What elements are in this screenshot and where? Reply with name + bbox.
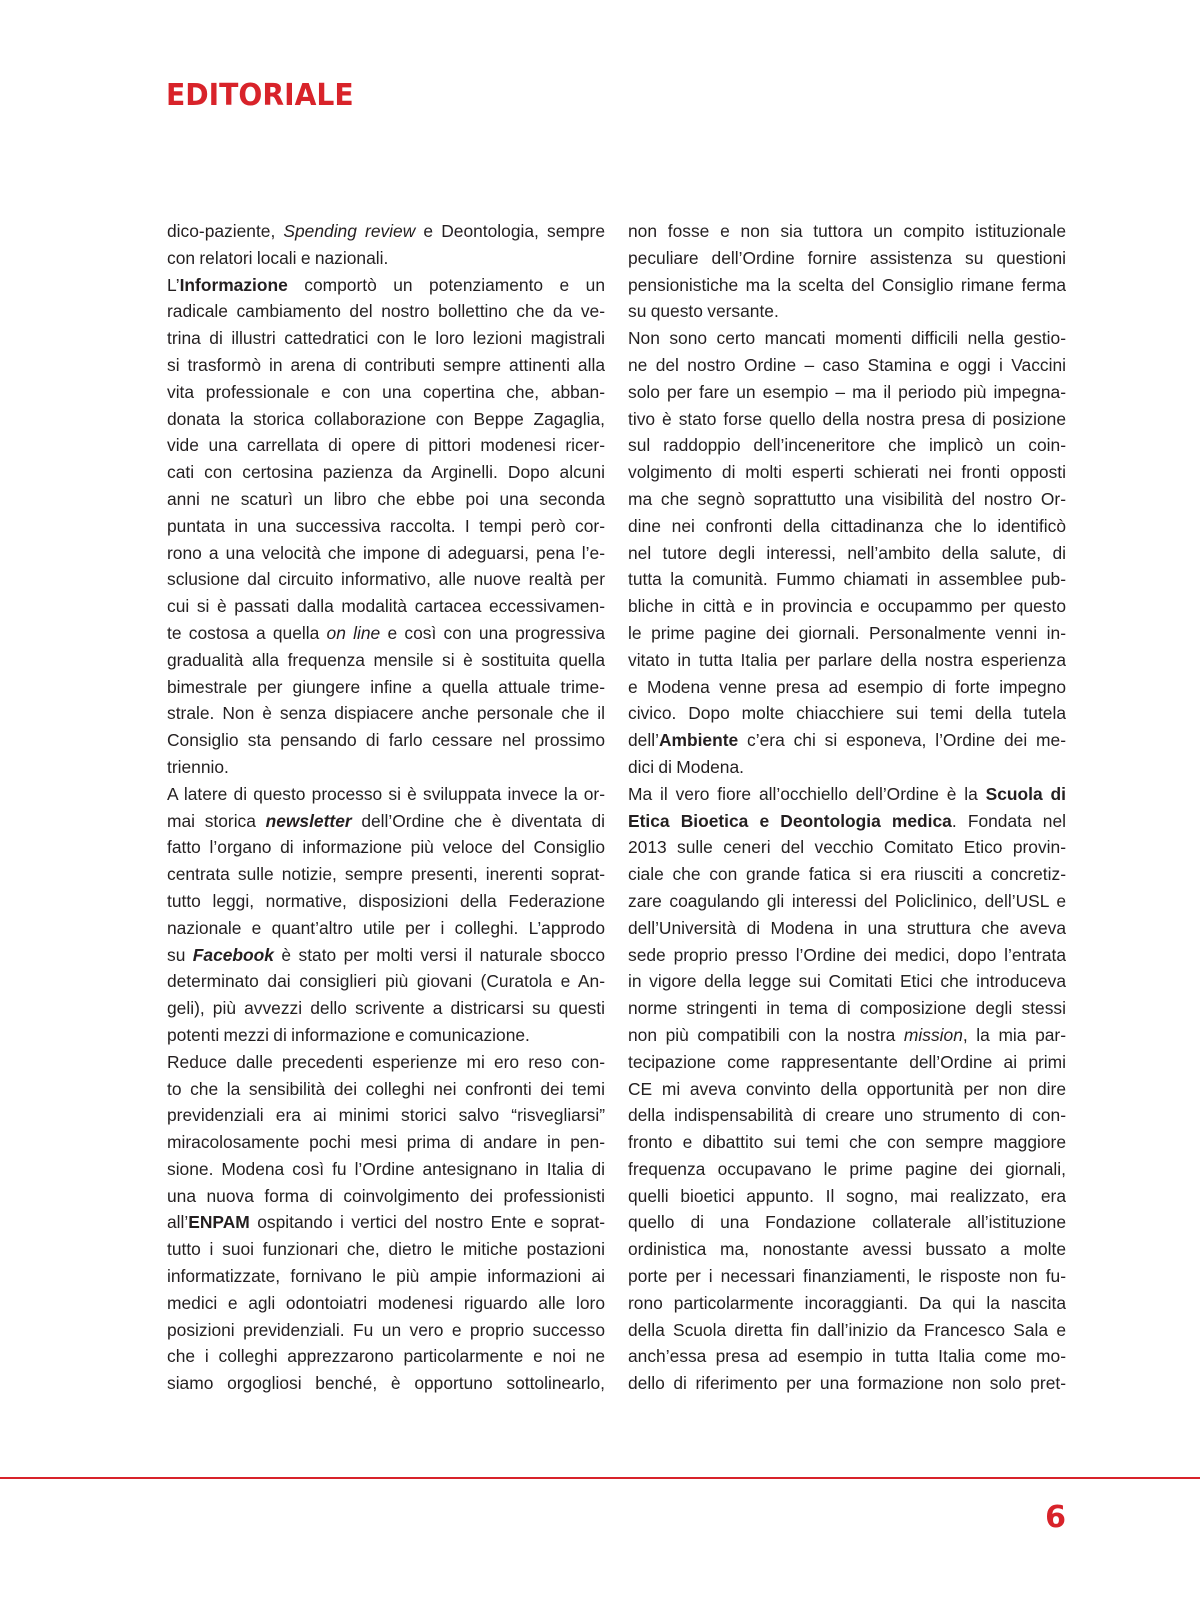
text-line (628, 459, 1066, 486)
text-line (628, 1263, 1066, 1290)
emphasis-text: mission (903, 1024, 963, 1045)
text-segment: bliche in città e in provincia e occupammo per questo (628, 596, 1066, 617)
text-segment: cati con certosina pazienza da Arginelli. Dopo alcuni (167, 462, 605, 483)
text-line (167, 1129, 605, 1156)
text-segment: sede proprio presso l’Ordine dei medici, dopo l’entrata (628, 944, 1066, 965)
text-segment: e così con una progressiva (380, 622, 605, 643)
text-line (628, 432, 1066, 459)
text-segment: dello di riferimento per una formazione non solo pret- (628, 1373, 1066, 1394)
text-line (167, 995, 605, 1022)
text-segment: tutto i suoi funzionari che, dietro le mitiche postazioni (167, 1239, 605, 1260)
text-segment: anni ne scaturì un libro che ebbe poi una seconda (167, 488, 605, 509)
text-segment: non più compatibili con la nostra (628, 1024, 904, 1045)
text-line (167, 406, 605, 433)
text-segment: previdenziali era ai minimi storici salvo “risvegliarsi” (167, 1105, 605, 1126)
text-line (628, 968, 1066, 995)
text-line (628, 1343, 1066, 1370)
text-line (167, 1156, 605, 1183)
text-line (628, 540, 1066, 567)
text-segment: tutta la comunità. Fummo chiamati in assemblee pub- (628, 569, 1066, 590)
text-segment: miracolosamente pochi mesi prima di andare in pen- (167, 1132, 605, 1153)
text-segment: ma che segnò soprattutto una visibilità del nostro Or- (628, 488, 1066, 509)
emphasis-text: Facebook (192, 944, 274, 965)
text-segment: solo per fare un esempio – ma il periodo più impegna- (628, 381, 1066, 402)
text-line (628, 298, 1066, 325)
text-segment: le prime pagine dei giornali. Personalmente venni in- (628, 622, 1066, 643)
text-line (628, 406, 1066, 433)
text-line (628, 245, 1066, 272)
text-line (628, 754, 1066, 781)
text-line (167, 727, 605, 754)
text-column-right (628, 218, 1066, 1397)
text-segment: che i colleghi apprezzarono particolarmente e noi ne (167, 1346, 605, 1367)
text-segment: quello di una Fondazione collaterale all’istituzione (628, 1212, 1066, 1233)
text-line (628, 1209, 1066, 1236)
text-segment: . Fondata nel (951, 810, 1066, 831)
text-segment: te costosa a quella (167, 622, 327, 643)
text-segment: tutto leggi, normative, disposizioni della Federazione (167, 890, 605, 911)
text-line (628, 1290, 1066, 1317)
text-segment: Non sono certo mancati momenti difficili nella gestio- (628, 328, 1066, 349)
text-line (167, 459, 605, 486)
text-segment: una nuova forma di coinvolgimento dei professionisti (167, 1185, 605, 1206)
emphasis-text: ENPAM (188, 1212, 250, 1233)
text-line (628, 486, 1066, 513)
text-segment: centrata sulle notizie, sempre presenti, inerenti soprat- (167, 864, 605, 885)
text-line (167, 513, 605, 540)
text-segment: civico. Dopo molte chiacchiere sui temi della tutela (628, 703, 1066, 724)
text-segment: rono a una velocità che impone di adeguarsi, pena l’e- (167, 542, 605, 563)
text-line (167, 1236, 605, 1263)
text-segment: ciale che con grande fatica si era riusciti a concretiz- (628, 864, 1066, 885)
text-segment: sione. Modena così fu l’Ordine antesignano in Italia di (167, 1158, 605, 1179)
text-line (167, 968, 605, 995)
text-segment: potenti mezzi di informazione e comunicazione. (167, 1024, 530, 1045)
text-line (167, 298, 605, 325)
emphasis-text: Scuola di (985, 783, 1066, 804)
text-segment: non fosse e non sia tuttora un compito istituzionale (628, 221, 1066, 241)
text-line (167, 1343, 605, 1370)
text-line (167, 566, 605, 593)
text-line (167, 218, 605, 245)
text-line (628, 1183, 1066, 1210)
text-segment: strale. Non è senza dispiacere anche personale che il (167, 703, 605, 724)
emphasis-text: Spending review (283, 221, 416, 241)
text-line (628, 566, 1066, 593)
text-line (628, 513, 1066, 540)
text-segment: posizioni previdenziali. Fu un vero e proprio successo (167, 1319, 605, 1340)
section-title: EDITORIALE (166, 78, 354, 113)
text-segment: CE mi aveva convinto della opportunità per non dire (628, 1078, 1066, 1099)
text-line (167, 700, 605, 727)
text-segment: su questo versante. (628, 301, 779, 322)
text-line (628, 1076, 1066, 1103)
text-line (628, 272, 1066, 299)
text-line (167, 432, 605, 459)
text-segment: in vigore della legge sui Comitati Etici che introduceva (628, 971, 1066, 992)
text-segment: triennio. (167, 756, 229, 777)
text-segment: medici e agli odontoiatri modenesi riguardo alle loro (167, 1292, 605, 1313)
text-line (628, 727, 1066, 754)
text-line (628, 1129, 1066, 1156)
text-line (628, 1102, 1066, 1129)
text-line (167, 942, 605, 969)
text-segment: volgimento di molti esperti schierati nei fronti opposti (628, 462, 1066, 483)
text-line (628, 593, 1066, 620)
text-segment: ordinistica ma, nonostante avessi bussato a molte (628, 1239, 1066, 1260)
text-segment: Ma il vero fiore all’occhiello dell’Ordine è la (628, 783, 986, 804)
page-number: 6 (1045, 1500, 1066, 1535)
text-line (167, 1370, 605, 1397)
text-line (167, 593, 605, 620)
text-line (167, 1076, 605, 1103)
text-line (167, 540, 605, 567)
text-segment: dici di Modena. (628, 756, 744, 777)
text-segment: radicale cambiamento del nostro bollettino che da ve- (167, 301, 605, 322)
text-line (167, 888, 605, 915)
text-segment: all’ (167, 1212, 189, 1233)
text-segment: geli), più avvezzi dello scrivente a districarsi su questi (167, 998, 605, 1019)
text-line (167, 245, 605, 272)
text-line (628, 888, 1066, 915)
text-line (167, 1102, 605, 1129)
text-line (628, 700, 1066, 727)
text-segment: mai storica (167, 810, 266, 831)
emphasis-text: Etica Bioetica e Deontologia medica (628, 810, 952, 831)
text-line (167, 1263, 605, 1290)
text-segment: dell’Ordine che è diventata di (351, 810, 605, 831)
text-line (167, 1290, 605, 1317)
text-segment: rono particolarmente incoraggianti. Da qui la nascita (628, 1292, 1066, 1313)
text-segment: porte per i necessari finanziamenti, le risposte non fu- (628, 1266, 1066, 1287)
text-segment: trina di illustri cattedratici con le loro lezioni magistrali (167, 328, 605, 349)
footer-rule (0, 1477, 1200, 1479)
text-segment: pensionistiche ma la scelta del Consiglio rimane ferma (628, 274, 1066, 295)
text-segment: fatto l’organo di informazione più veloce del Consiglio (167, 837, 605, 858)
text-line (628, 674, 1066, 701)
text-segment: quelli bioetici appunto. Il sogno, mai realizzato, era (628, 1185, 1066, 1206)
text-line (167, 781, 605, 808)
text-segment: zare coagulando gli interessi del Policlinico, dell’USL e (628, 890, 1066, 911)
text-line (628, 1049, 1066, 1076)
text-segment: norme stringenti in tema di composizione degli stessi (628, 998, 1066, 1019)
text-segment: è stato per molti versi il naturale sbocco (273, 944, 605, 965)
text-line (628, 620, 1066, 647)
text-segment: puntata in una successiva raccolta. I tempi però cor- (167, 515, 605, 536)
text-segment: sul raddoppio dell’inceneritore che implicò un coin- (628, 435, 1066, 456)
text-line (167, 352, 605, 379)
text-segment: ne del nostro Ordine – caso Stamina e oggi i Vaccini (628, 354, 1066, 375)
text-segment: vitato in tutta Italia per parlare della nostra esperienza (628, 649, 1066, 670)
text-line (167, 1183, 605, 1210)
text-segment: tecipazione come rappresentante dell’Ordine ai primi (628, 1051, 1066, 1072)
text-line (167, 1209, 605, 1236)
text-line (628, 808, 1066, 835)
text-segment: nazionale e quant’altro utile per i colleghi. L’approdo (167, 917, 605, 938)
text-segment: Reduce dalle precedenti esperienze mi ero reso con- (167, 1051, 605, 1072)
text-segment: dell’ (628, 730, 659, 751)
emphasis-text: Informazione (179, 274, 288, 295)
text-segment: bimestrale per giungere infine a quella attuale trime- (167, 676, 605, 697)
text-line (628, 942, 1066, 969)
text-line (628, 647, 1066, 674)
text-line (628, 861, 1066, 888)
text-segment: tivo è stato forse quello della nostra presa di posizione (628, 408, 1066, 429)
text-segment: determinato dai consiglieri più giovani (Curatola e An- (167, 971, 605, 992)
text-segment: e Modena venne presa ad esempio di forte impegno (628, 676, 1066, 697)
text-line (628, 325, 1066, 352)
text-segment: frequenza occupavano le prime pagine dei giornali, (628, 1158, 1066, 1179)
text-line (628, 379, 1066, 406)
text-line (167, 1049, 605, 1076)
text-segment: , la mia par- (962, 1024, 1066, 1045)
text-segment: informatizzate, fornivano le più ampie informazioni ai (167, 1266, 605, 1287)
text-line (167, 1317, 605, 1344)
text-line (167, 486, 605, 513)
text-line (167, 861, 605, 888)
text-line (167, 647, 605, 674)
text-line (167, 754, 605, 781)
text-line (628, 1317, 1066, 1344)
text-line (628, 352, 1066, 379)
text-segment: to che la sensibilità dei colleghi nei confronti dei temi (167, 1078, 605, 1099)
text-line (167, 674, 605, 701)
text-segment: dell’Università di Modena in una struttura che aveva (628, 917, 1066, 938)
text-segment: vide una carrellata di opere di pittori modenesi ricer- (167, 435, 605, 456)
text-line (628, 781, 1066, 808)
text-segment: anch’essa presa ad esempio in tutta Italia come mo- (628, 1346, 1066, 1367)
text-segment: e Deontologia, sempre (415, 221, 605, 241)
text-segment: nel tutore degli interessi, nell’ambito della salute, di (628, 542, 1066, 563)
text-segment: dico-paziente, (167, 221, 284, 241)
emphasis-text: Ambiente (658, 730, 739, 751)
text-line (167, 915, 605, 942)
emphasis-text: on line (326, 622, 381, 643)
text-line (167, 272, 605, 299)
text-segment: L’ (167, 274, 180, 295)
text-line (167, 325, 605, 352)
text-line (167, 620, 605, 647)
text-line (167, 1022, 605, 1049)
text-line (628, 995, 1066, 1022)
text-line (167, 834, 605, 861)
text-segment: con relatori locali e nazionali. (167, 247, 389, 268)
text-segment: A latere di questo processo si è sviluppata invece la or- (167, 783, 605, 804)
text-segment: fronto e dibattito sui temi che con sempre maggiore (628, 1132, 1066, 1153)
text-segment: su (167, 944, 193, 965)
text-line (167, 808, 605, 835)
text-line (628, 1370, 1066, 1397)
text-segment: gradualità alla frequenza mensile si è sostituita quella (167, 649, 605, 670)
text-segment: dine nei confronti della cittadinanza che lo identificò (628, 515, 1066, 536)
text-segment: c’era chi si esponeva, l’Ordine dei me- (738, 730, 1066, 751)
text-segment: della indispensabilità di creare uno strumento di con- (628, 1105, 1066, 1126)
text-segment: cui si è passati dalla modalità cartacea eccessivamen- (167, 596, 605, 617)
text-segment: comportò un potenziamento e un (287, 274, 605, 295)
text-line (628, 1022, 1066, 1049)
text-line (628, 1236, 1066, 1263)
text-segment: siamo orgogliosi benché, è opportuno sottolinearlo, (167, 1373, 605, 1394)
text-line (628, 1156, 1066, 1183)
text-line (628, 915, 1066, 942)
text-segment: peculiare dell’Ordine fornire assistenza su questioni (628, 247, 1066, 268)
text-segment: si trasformò in arena di contributi sempre attinenti alla (167, 354, 605, 375)
text-segment: Consiglio sta pensando di farlo cessare nel prossimo (167, 730, 605, 751)
text-segment: sclusione dal circuito informativo, alle nuove realtà per (167, 569, 605, 590)
text-line (628, 218, 1066, 245)
text-segment: ospitando i vertici del nostro Ente e soprat- (249, 1212, 605, 1233)
text-segment: vita professionale e con una copertina che, abban- (167, 381, 605, 402)
text-column-left (167, 218, 605, 1397)
emphasis-text: newsletter (265, 810, 352, 831)
text-line (628, 834, 1066, 861)
text-segment: della Scuola diretta fin dall’inizio da Francesco Sala e (628, 1319, 1066, 1340)
text-line (167, 379, 605, 406)
text-segment: donata la storica collaborazione con Beppe Zagaglia, (167, 408, 605, 429)
text-segment: 2013 sulle ceneri del vecchio Comitato Etico provin- (628, 837, 1066, 858)
